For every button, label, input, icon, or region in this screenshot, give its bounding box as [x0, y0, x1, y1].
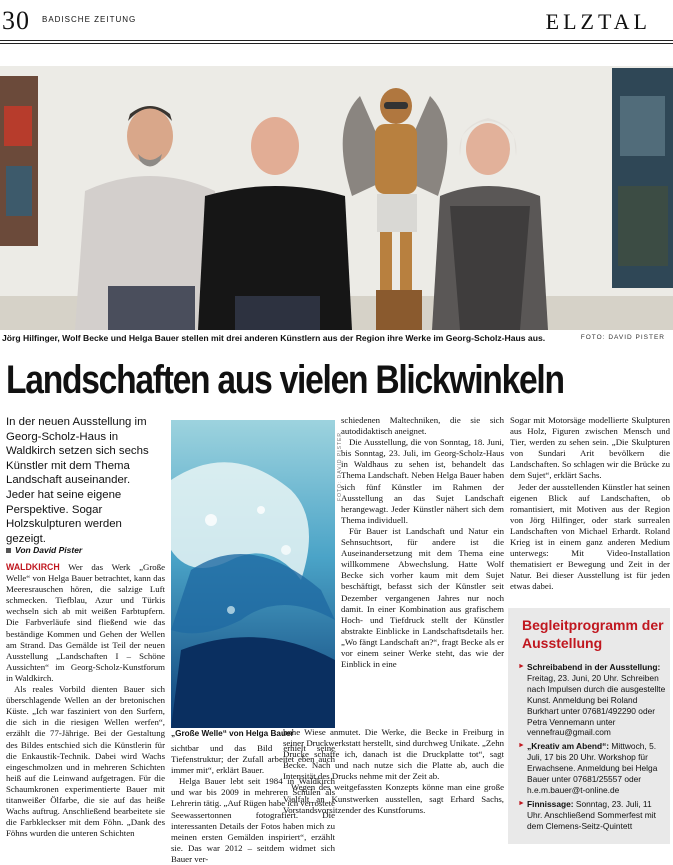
paragraph: Sogar mit Motorsäge modellierte Skulpturen aus Holz, Figuren zwischen Mensch und Tier, werden zu sehen sein. „Die Skulpturen von Sundari Arit bevölkern die Landschaften. So schlagen wir die Brücke zu dem Sujet“, erklärt Sachs.: [510, 415, 670, 481]
event-item: [518, 662, 666, 738]
header-rule: [0, 40, 673, 41]
dateline: WALDKIRCH: [6, 562, 60, 572]
event-text: Mittwoch, 5. Juli, 17 bis 20 Uhr. Workshop für Erwachsene. Anmeldung bei Helga Bauer unter 07681/25557 oder h.e.m.bauer@t-online.de: [527, 741, 658, 795]
paragraph: sichtbar und das Bild erhielt seine Tiefenstruktur; der Zufall arbeitet eben auch immer mit“, erklärt Bauer.: [171, 743, 335, 776]
paragraph: [6, 562, 165, 684]
article-column-1: [6, 562, 165, 844]
event-label: „Kreativ am Abend“:: [527, 741, 610, 752]
paragraph: Die Ausstellung, die von Sonntag, 18. Juni, bis Sonntag, 23. Juli, im Georg-Scholz-Haus in Waldhaus zu sehen ist, behandelt das Thema Landschaft. Neben Helga Bauer haben sich fünf Künstler im Rahmen der Ausstellung an das Sujet Landschaft herangewagt. Jeder Künstler nähert sich dem Thema individuell.: [341, 437, 504, 525]
event-box-title: Begleitprogramm der Ausstellung: [522, 617, 664, 651]
paragraph: Helga Bauer lebt seit 1984 in Waldkirch und war bis 2009 in mehreren Schulen als Lehrerin tätig. „Auf Rügen habe ich verrostete Seewassertonnen fotografiert. Die interessanten Details der Fotos haben mich zu meinen ersten Gemälden inspiriert“, erzählt sie. Das war 2012 – seitdem widmet sich Bauer ver-: [171, 776, 335, 864]
event-list: [518, 662, 666, 835]
photo-illustration: [0, 66, 673, 330]
article-column-4: [510, 415, 670, 593]
paragraph-text: Wer das Werk „Große Welle“ von Helga Bauer betrachtet, kann das Meeresrauschen hören, die salzige Luft schmecken. Tiefblau, Azur und Türkis wechseln sich ab mit weißen Farbtupfern. Die Farbverläufe sind fließend wie das beständige Kommen und Gehen der Wellen am Strand. Das Gemälde ist Teil der neuen Ausstellung „Landschaften I – Schöne Aussichten“ im Georg-Scholz-Kunstforum in Waldkirch.: [6, 562, 165, 683]
event-label: Finnissage:: [527, 798, 574, 809]
event-text: Freitag, 23. Juni, 20 Uhr. Schreiben nach Impulsen durch die ausgestellte Kunst. Anmeldung bei Roland Burkhart unter 07681/492290 oder Petra Vennemann unter vennefrau@gmail.com: [527, 672, 666, 738]
newspaper-name: BADISCHE ZEITUNG: [42, 15, 137, 24]
paragraph: Wegen des weitgefassten Konzepts könne man eine große Vielfalt an Kunstwerken ausstellen, sagt Erhard Sachs, Vorstandsvorsitzender des Kunstforums.: [283, 782, 504, 815]
section-title: ELZTAL: [545, 9, 651, 34]
painting-credit: FOTO: DAVID PISTER: [337, 432, 343, 501]
painting-caption: „Große Welle“ von Helga Bauer: [171, 729, 294, 738]
article-headline: Landschaften aus vielen Blickwinkeln: [6, 358, 564, 402]
event-text: Sonntag, 23. Juli, 11 Uhr. Anschließend Sommerfest mit dem Clemens-Seitz-Quintett: [527, 798, 656, 831]
wave-painting-illustration: [171, 420, 335, 728]
event-label: Schreibabend in der Ausstellung:: [527, 662, 661, 672]
event-box: [508, 608, 670, 844]
byline: [6, 545, 82, 555]
article-photo: [0, 66, 673, 330]
painting-image: [171, 420, 335, 728]
paragraph: schiedenen Maltechniken, die sie sich autodidaktisch aneignet.: [341, 415, 504, 437]
byline-text: Von David Pister: [15, 545, 83, 555]
article-column-3-continued: [283, 727, 504, 844]
paragraph: Als reales Vorbild dienten Bauer sich überschlagende Wellen an der bretonischen Küste. „Ich war fasziniert von den Surfern, die sich in die riesigen Wellen werfen“, erzählt die 77-Jährige. Bei der Gestaltung des Bildes entschied sich die Künstlerin für die Enkaustik-Technik. Dabei wird Wachs eingeschmolzen und in mehreren Schichten heiß auf die Leinwand aufgetragen. Für die Schaumkronen experimentierte Bauer mit titanweißer Ölfarbe, die sie auf das heiße Wachs auftrug. Anschließend bearbeitete sie die Farbkleckser mit dem Föhn. „Dank des Föhns wurden die unteren Schichten: [6, 684, 165, 839]
article-column-3: [341, 415, 504, 725]
photo-credit: FOTO: DAVID PISTER: [580, 334, 665, 341]
event-item: [518, 741, 666, 796]
paragraph: hohe Wiese anmutet. Die Werke, die Becke in Freiburg in seiner Druckwerkstatt herstellt, sind durchweg Unikate. „Zehn Drucke schaffe ich, danach ist die Druckplatte tot“, sagt Becke. Nach und nach nutze sich die Platte ab, auch die Intensität des Drucks nehme mit der Zeit ab.: [283, 727, 504, 782]
photo-caption: Jörg Hilfinger, Wolf Becke und Helga Bauer stellen mit drei anderen Künstlern aus der Region ihre Werke im Georg-Scholz-Haus aus.: [2, 333, 546, 343]
paragraph: Jeder der ausstellenden Künstler hat seinen eigenen Blick auf Landschaften, ob romantisiert, mit Motiven aus der Region von Jörg Hilfinger, oder stark surrealen Landschaften von Michael Erhardt. Roland Krieg ist in einem ganz anderen Medium unterwegs: Mit Video-Installation thematisiert er Bewegung und Zeit in der Natur. Bei dieser Ausstellung ist für jeden etwas dabei.: [510, 481, 670, 592]
article-teaser: In der neuen Ausstellung im Georg-Scholz-Haus in Waldkirch setzen sich sechs Künstler mit dem Thema Landschaft auseinander. Jeder hat seine eigene Perspektive. Sogar Holzskulpturen werden gezeigt.: [6, 416, 149, 545]
byline-marker: [6, 548, 11, 553]
header-rule-thin: [0, 43, 673, 44]
page-number: 30: [2, 6, 30, 35]
paragraph: Für Bauer ist Landschaft und Natur ein Sehnsuchtsort, für andere ist die Auseinandersetzung mit dem Thema eine willkommene Abwechslung. Hatte Wolf Becke sich vorher kaum mit dem Sujet beschäftigt, befasst sich der Künstler seit Dezember vergangenen Jahres nur noch damit. In einer Kombination aus grafischem Hoch- und Tiefdruck stellt der Künstler abstrakte Einblicke in Landschaftsdetails her. „Wo fängt Landschaft an?“, fragt Becke als er vor einem seiner Werke steht, das wie der Einblick in eine: [341, 525, 504, 670]
event-item: [518, 799, 666, 832]
